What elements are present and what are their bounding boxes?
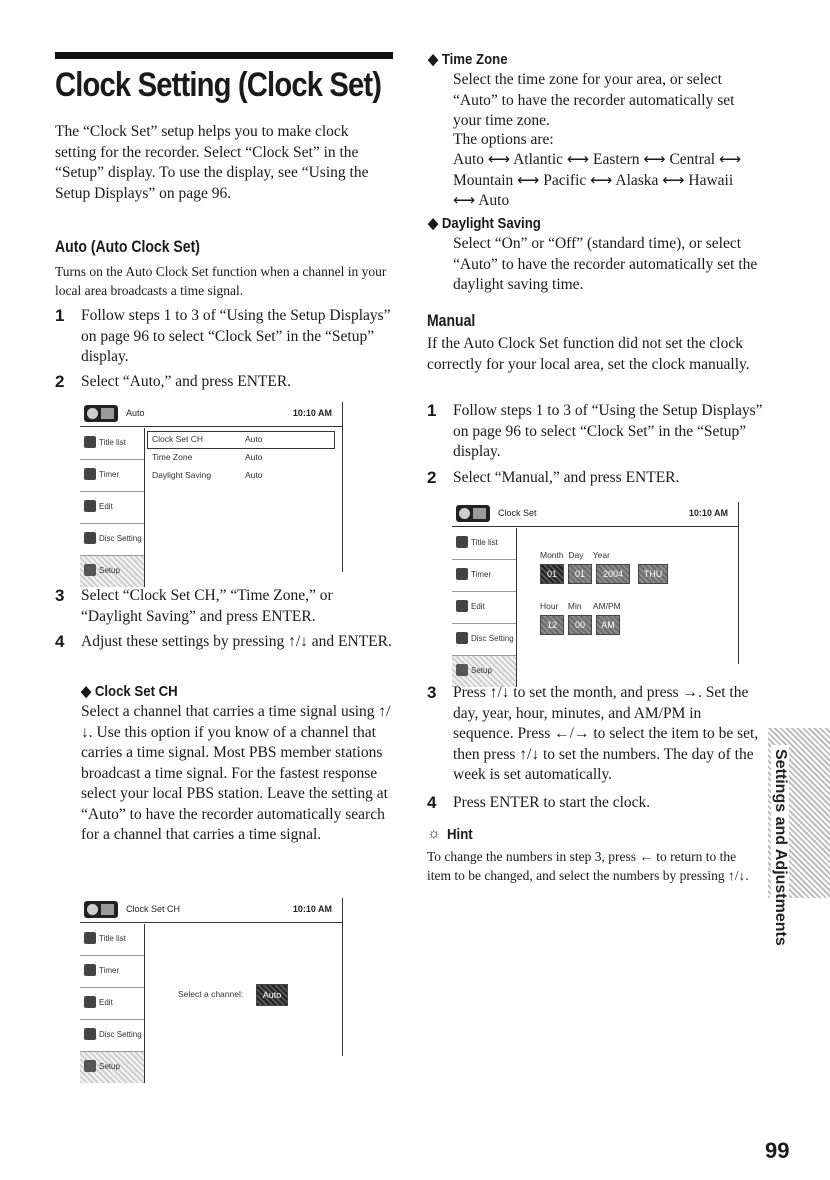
auto-heading: Auto (Auto Clock Set) xyxy=(55,238,200,256)
time-zone-heading: ◆ Time Zone xyxy=(428,51,508,68)
auto-step-2: 2 Select “Auto,” and press ENTER. xyxy=(55,372,292,391)
hint-text: To change the numbers in step 3, press ← to return to the item to be changed, and select the numbers by pressing ↑/↓. xyxy=(427,849,749,883)
menu-title-list: Title list xyxy=(80,428,144,460)
auto-step-4: 4 Adjust these settings by pressing ↑/↓ and ENTER. xyxy=(55,632,392,651)
intro-text: The “Clock Set” setup helps you to make clock setting for the recorder. Select “Clock Set” in the “Setup” display. To use the display, see “Using the Setup Displays” on page 96. xyxy=(55,123,369,202)
daylight-saving-text: Select “On” or “Off” (standard time), or select “Auto” to have the recorder automatically set the daylight saving time. xyxy=(453,235,758,293)
menu-disc-setting: Disc Setting xyxy=(80,524,144,556)
auto-step-3: 3 Select “Clock Set CH,” “Time Zone,” or “Daylight Saving” and press ENTER. xyxy=(55,586,333,625)
title-list-icon xyxy=(84,932,96,944)
edit-icon xyxy=(84,996,96,1008)
menu-timer: Timer xyxy=(452,560,516,592)
manual-description: If the Auto Clock Set function did not set the clock correctly for your local area, set the clock manually. xyxy=(427,335,750,373)
setup-icon xyxy=(84,564,96,576)
menu-title-list: Title list xyxy=(80,924,144,956)
manual-step-4: 4 Press ENTER to start the clock. xyxy=(427,793,651,812)
setup-menu xyxy=(80,428,145,587)
timer-icon xyxy=(84,468,96,480)
timer-icon xyxy=(84,964,96,976)
channel-value: Auto xyxy=(256,984,288,1006)
disc-icon xyxy=(84,1028,96,1040)
time-labels: Hour Min AM/PM xyxy=(540,601,621,611)
menu-edit: Edit xyxy=(80,492,144,524)
ampm-field: AM xyxy=(596,615,620,635)
disc-icon xyxy=(456,632,468,644)
menu-edit: Edit xyxy=(80,988,144,1020)
date-labels: Month Day Year xyxy=(540,550,610,560)
manual-heading: Manual xyxy=(427,312,476,330)
manual-step-1: 1 Follow steps 1 to 3 of “Using the Setup Displays” on page 96 to select “Clock Set” in the “Setup” display. xyxy=(427,401,763,460)
page-title: Clock Setting (Clock Set) xyxy=(55,66,382,104)
edit-icon xyxy=(84,500,96,512)
screen-auto: Auto 10:10 AM Title list Timer Edit Disc Setting Setup Clock Set CH Auto Time Zone Auto Daylight Saving Auto xyxy=(80,402,343,572)
time-zone-options: Auto ⟷ Atlantic ⟷ Eastern ⟷ Central ⟷ Mountain ⟷ Pacific ⟷ Alaska ⟷ Hawaii ⟷ Auto xyxy=(453,151,742,209)
time-zone-text: Select the time zone for your area, or select “Auto” to have the recorder automatically set your time zone. xyxy=(453,71,735,129)
section-tab-label: Settings and Adjustments xyxy=(771,745,789,950)
daylight-saving-heading: ◆ Daylight Saving xyxy=(428,215,541,232)
weekday-field: THU xyxy=(638,564,668,584)
title-rule xyxy=(55,52,393,59)
auto-description: Turns on the Auto Clock Set function when a channel in your local area broadcasts a time signal. xyxy=(55,264,387,298)
minute-field: 00 xyxy=(568,615,592,635)
hour-field: 12 xyxy=(540,615,564,635)
day-field: 01 xyxy=(568,564,592,584)
clock-set-ch-text: Select a channel that carries a time signal using ↑/↓. Use this option if you know of a channel that carries a time signal. Most PBS member stations broadcast a time signal. For the fastest response select your local PBS station. Leave the setting at “Auto” to have the recorder automatically search for a channel that carries a time signal. xyxy=(81,703,391,843)
time-zone-options-label: The options are: xyxy=(453,131,554,148)
menu-timer: Timer xyxy=(80,956,144,988)
setup-menu xyxy=(80,924,145,1083)
timer-icon xyxy=(456,568,468,580)
menu-disc-setting: Disc Setting xyxy=(452,624,516,656)
auto-step-1: 1 Follow steps 1 to 3 of “Using the Setup Displays” on page 96 to select “Clock Set” in the “Setup” display. xyxy=(55,306,391,365)
menu-edit: Edit xyxy=(452,592,516,624)
menu-setup: Setup xyxy=(80,556,144,587)
setup-menu xyxy=(452,528,517,687)
edit-icon xyxy=(456,600,468,612)
title-list-icon xyxy=(84,436,96,448)
clock-set-ch-heading: ◆ Clock Set CH xyxy=(81,683,178,700)
manual-step-3: 3 Press ↑/↓ to set the month, and press →. Set the day, year, hour, minutes, and AM/PM in sequence. Press ←/→ to select the item to be set, then press ↑/↓ to set the numbers. The day of the week is set automatically. xyxy=(427,683,759,783)
title-list-icon xyxy=(456,536,468,548)
page-number: 99 xyxy=(765,1138,790,1163)
dvd-logo-icon xyxy=(84,901,118,918)
hint-heading: ☼ Hint xyxy=(427,826,473,843)
dvd-logo-icon xyxy=(456,505,490,522)
setup-icon xyxy=(84,1060,96,1072)
menu-title-list: Title list xyxy=(452,528,516,560)
month-field: 01 xyxy=(540,564,564,584)
dvd-logo-icon xyxy=(84,405,118,422)
year-field: 2004 xyxy=(596,564,630,584)
menu-disc-setting: Disc Setting xyxy=(80,1020,144,1052)
menu-setup: Setup xyxy=(452,656,516,687)
disc-icon xyxy=(84,532,96,544)
manual-step-2: 2 Select “Manual,” and press ENTER. xyxy=(427,468,680,487)
hint-icon: ☼ xyxy=(427,826,441,842)
menu-timer: Timer xyxy=(80,460,144,492)
channel-prompt: Select a channel: xyxy=(178,989,244,999)
menu-setup: Setup xyxy=(80,1052,144,1083)
screen-clock-set: Clock Set 10:10 AM Title list Timer Edit Disc Setting Setup Month Day Year 01 01 2004 THU Hour Min AM/PM 12 00 AM xyxy=(452,502,739,664)
setup-icon xyxy=(456,664,468,676)
screen-clock-set-ch: Clock Set CH 10:10 AM Title list Timer Edit Disc Setting Setup Select a channel: Auto xyxy=(80,898,343,1056)
